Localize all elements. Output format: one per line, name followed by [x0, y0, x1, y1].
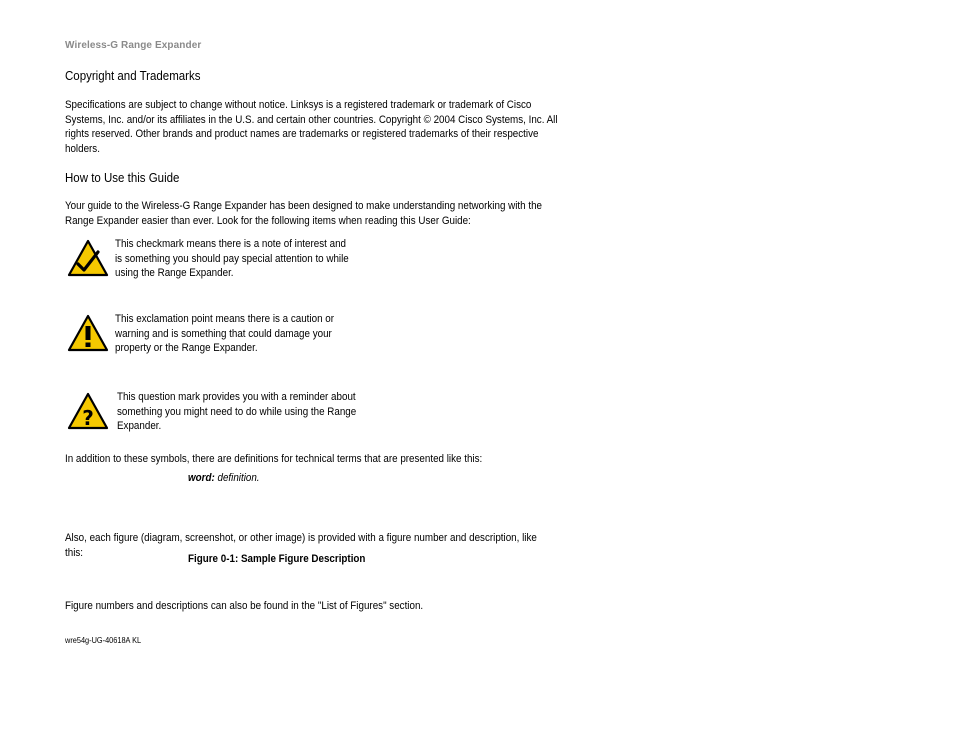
note-line: This checkmark means there is a note of interest and — [115, 238, 347, 250]
question-icon — [67, 392, 109, 430]
note-line: property or the Range Expander. — [115, 342, 258, 354]
copyright-line: Specifications are subject to change without notice. Linksys is a registered trademark or trademark of Cisco — [65, 99, 532, 111]
guide-intro — [65, 199, 575, 228]
definition-word: word: — [188, 472, 215, 484]
note-line: This exclamation point means there is a caution or — [115, 313, 334, 325]
note-line: Expander. — [117, 420, 162, 432]
guide-heading: How to Use this Guide — [65, 171, 180, 185]
note-question-text — [117, 390, 376, 434]
note-line: using the Range Expander. — [115, 267, 234, 279]
copyright-line: holders. — [65, 142, 100, 155]
note-line: warning and is something that could damage your — [115, 327, 332, 340]
guide-intro-line: Your guide to the Wireless-G Range Expander has been designed to make understanding networking with the — [65, 200, 543, 212]
figure-caption: Figure 0-1: Sample Figure Description — [188, 553, 366, 565]
figure-line: this: — [65, 546, 84, 559]
symbols-paragraph: In addition to these symbols, there are definitions for technical terms that are presented like this: — [65, 453, 483, 465]
note-line: is something you should pay special attention to while — [115, 252, 349, 265]
checkmark-icon — [67, 239, 109, 277]
running-header: Wireless-G Range Expander — [65, 40, 202, 51]
document-id: wre54g-UG-40618A KL — [65, 636, 142, 645]
guide-intro-line: Range Expander easier than ever. Look for the following items when reading this User Guide: — [65, 214, 471, 227]
note-checkmark-text — [115, 237, 374, 281]
copyright-line: rights reserved. Other brands and product names are trademarks or registered trademarks of their respective — [65, 128, 539, 140]
list-of-figures-paragraph: Figure numbers and descriptions can also be found in the "List of Figures" section. — [65, 600, 424, 612]
exclamation-icon — [67, 314, 109, 352]
definition-text: definition. — [217, 472, 260, 484]
note-line: This question mark provides you with a reminder about — [117, 391, 356, 403]
note-exclamation-text — [115, 312, 374, 356]
copyright-line: Systems, Inc. and/or its affiliates in the U.S. and certain other countries. Copyright © 2004 Cisco Systems, Inc. All — [65, 113, 558, 126]
figure-line: Also, each figure (diagram, screenshot, or other image) is provided with a figure number and description, like — [65, 532, 537, 544]
note-line: something you might need to do while using the Range — [117, 405, 357, 418]
definition-example — [188, 472, 260, 484]
copyright-heading: Copyright and Trademarks — [65, 69, 201, 83]
svg-text:?: ? — [82, 406, 94, 430]
copyright-paragraph — [65, 98, 575, 156]
